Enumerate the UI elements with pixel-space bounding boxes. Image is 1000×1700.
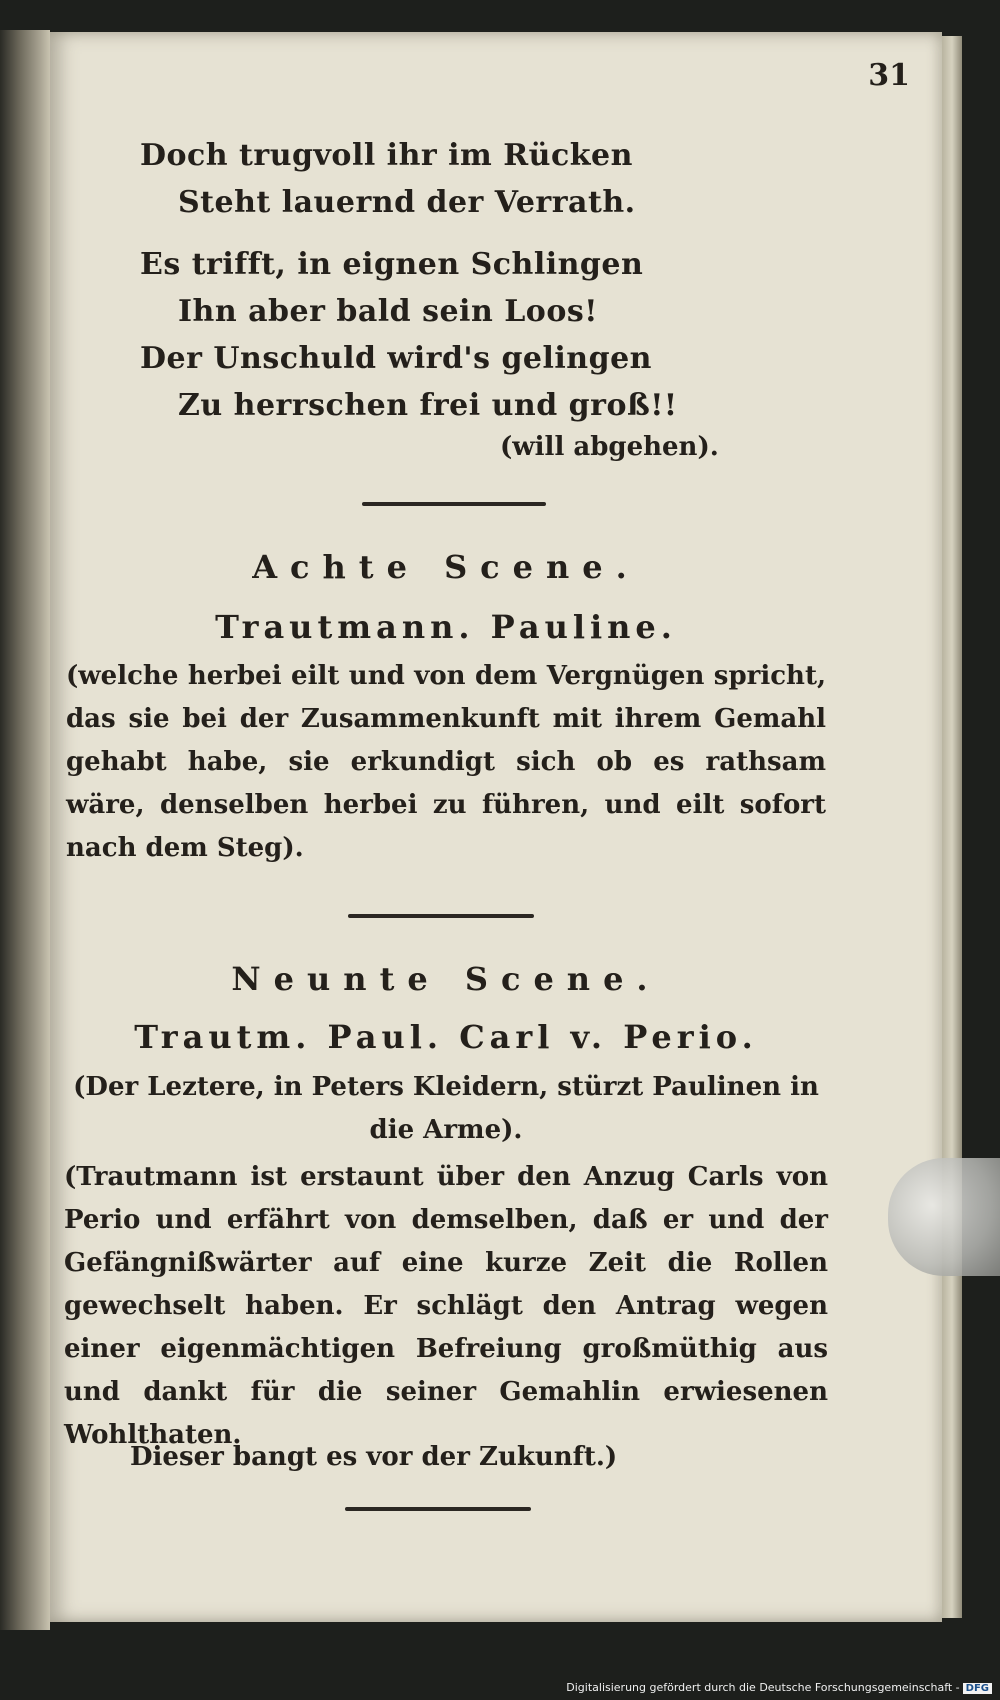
scene9-direction-2: (Trautmann ist erstaunt über den Anzug Carls von Perio und erfährt von demselben, daß er und der Gefängnißwärter auf eine kurze Zeit die Rollen gewechselt haben. Er schlägt den Antrag wegen einer eigenmächtigen Befreiung großmüthig aus und dankt für die seiner Gemahlin erwiesenen Wohlthaten.	[64, 1162, 828, 1450]
page-number: 31	[868, 58, 910, 93]
verse-line-4: Ihn aber bald sein Loos!	[178, 294, 598, 329]
scene8-cast: Trautmann. Pauline.	[215, 608, 677, 646]
verse-line-5: Der Unschuld wird's gelingen	[140, 341, 652, 376]
scene9-direction-3: Dieser bangt es vor der Zukunft.)	[130, 1442, 618, 1472]
page-stack-edge	[942, 36, 962, 1618]
verse-line-3: Es trifft, in eignen Schlingen	[140, 247, 644, 282]
digitization-credit	[566, 1681, 992, 1694]
verse-line-1: Doch trugvoll ihr im Rücken	[140, 138, 633, 173]
scene8-description: (welche herbei eilt und von dem Vergnügen spricht, das sie bei der Zusammenkunft mit ihrem Gemahl gehabt habe, sie erkundigt sich ob es rathsam wäre, denselben herbei zu führen, und eilt sofort nach dem Steg).	[66, 661, 826, 863]
section-divider-3	[345, 1507, 531, 1511]
page-clip	[888, 1158, 1000, 1276]
scene9-direction-1: (Der Leztere, in Peters Kleidern, stürzt Paulinen in die Arme).	[73, 1072, 819, 1145]
stage-direction: (will abgehen).	[500, 432, 719, 462]
dfg-logo: DFG	[963, 1683, 992, 1694]
section-divider-1	[362, 502, 546, 506]
book-spine-edge	[0, 30, 50, 1630]
scene9-cast: Trautm. Paul. Carl v. Perio.	[134, 1018, 758, 1056]
scene8-title: Achte Scene.	[252, 548, 640, 586]
verse-line-6: Zu herrschen frei und groß!!	[178, 388, 678, 423]
section-divider-2	[348, 914, 534, 918]
scene9-title: Neunte Scene.	[231, 960, 661, 998]
verse-line-2: Steht lauernd der Verrath.	[178, 185, 636, 220]
digitization-credit-text: Digitalisierung gefördert durch die Deutsche Forschungsgemeinschaft -	[566, 1681, 960, 1694]
